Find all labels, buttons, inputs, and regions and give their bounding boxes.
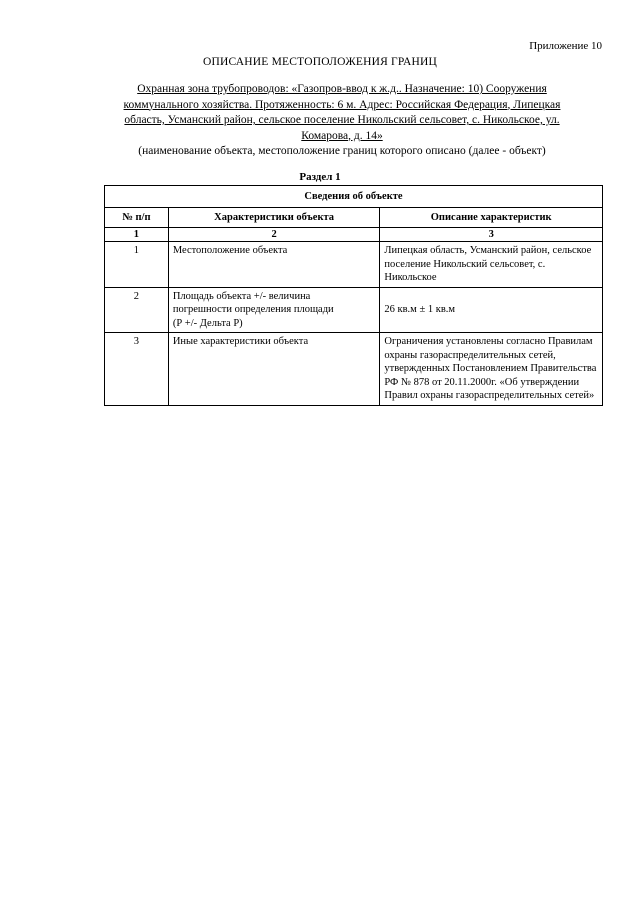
object-caption: (наименование объекта, местоположение границ которого описано (далее - объект)	[138, 145, 546, 157]
desc-line: Ограничения установлены согласно Правилам	[384, 336, 593, 347]
row-characteristic: Местоположение объекта	[168, 242, 380, 288]
row-num: 3	[105, 333, 169, 406]
row-num: 2	[105, 287, 169, 333]
desc-line: Липецкая область, Усманский район, сельское	[384, 245, 592, 256]
table-row	[105, 242, 603, 288]
row-num: 1	[105, 242, 169, 288]
desc-line: Никольское	[384, 272, 437, 283]
header-description: Описание характеристик	[380, 208, 603, 228]
row-description	[380, 242, 603, 288]
char-line: (Р +/- Дельта Р)	[172, 317, 243, 329]
desc-line: Правил охраны газораспределительных сетей»	[384, 390, 595, 401]
object-name-line: Охранная зона трубопроводов: «Газопров-ввод к ж.д.. Назначение: 10) Сооружения	[137, 83, 547, 95]
object-name-line: коммунального хозяйства. Протяженность: 6 м. Адрес: Российская Федерация, Липецкая	[123, 98, 561, 111]
row-characteristic	[168, 287, 380, 333]
column-number: 2	[168, 228, 380, 242]
object-info-table	[104, 185, 603, 406]
document-title: ОПИСАНИЕ МЕСТОПОЛОЖЕНИЯ ГРАНИЦ	[202, 56, 438, 68]
row-description	[380, 333, 603, 406]
row-characteristic: Иные характеристики объекта	[168, 333, 380, 406]
char-line: Площадь объекта +/- величина	[172, 290, 311, 302]
column-number: 3	[380, 228, 603, 242]
table-row	[105, 287, 603, 333]
table-caption-row	[105, 186, 603, 208]
column-number: 1	[105, 228, 169, 242]
table-caption: Сведения об объекте	[105, 186, 603, 208]
object-name-line: Комарова, д. 14»	[301, 129, 383, 142]
table-header-row	[105, 208, 603, 228]
desc-line: поселение Никольский сельсовет, с.	[384, 258, 546, 270]
column-number-row	[105, 228, 603, 242]
section-title: Раздел 1	[299, 171, 341, 183]
desc-line: утвержденных Постановлением Правительства	[384, 363, 597, 374]
object-name-block	[92, 82, 592, 160]
desc-line: охраны газораспределительных сетей,	[384, 349, 556, 361]
row-description: 26 кв.м ± 1 кв.м	[380, 287, 603, 333]
appendix-label: Приложение 10	[529, 40, 602, 52]
header-characteristic: Характеристики объекта	[168, 208, 380, 228]
object-name-line: область, Усманский район, сельское поселение Никольский сельсовет, с. Никольское, ул.	[124, 114, 560, 126]
header-num: № п/п	[105, 208, 169, 228]
char-line: погрешности определения площади	[172, 304, 334, 315]
desc-line: РФ № 878 от 20.11.2000г. «Об утверждении	[384, 376, 580, 388]
table-row	[105, 333, 603, 406]
